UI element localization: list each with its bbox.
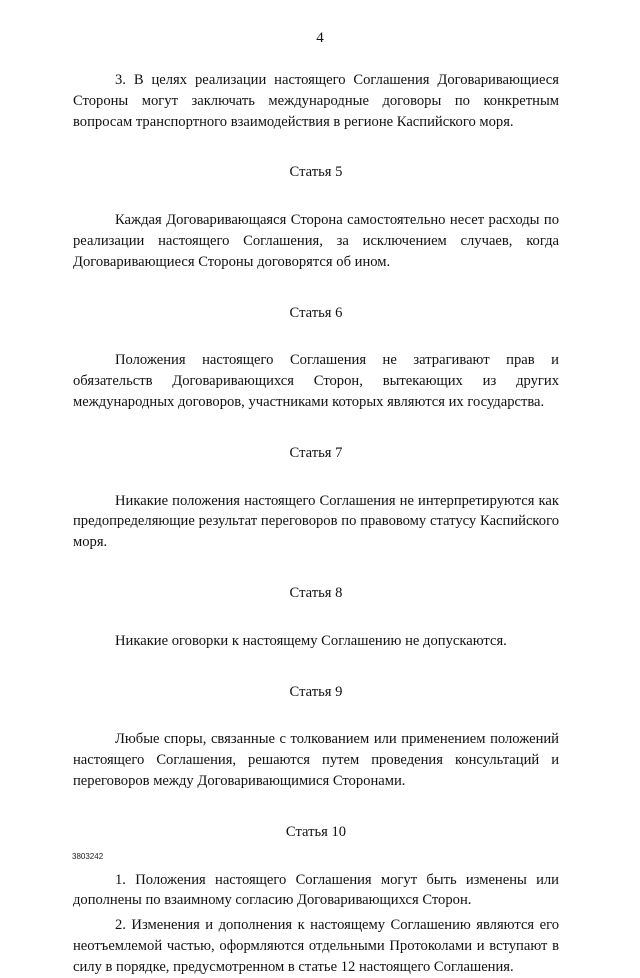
article-8-heading: Статья 8: [289, 584, 343, 601]
paragraph-article10-item2: 2. Изменения и дополнения к настоящему Соглашению являются его неотъемлемой частью, оформляются отдельными Протоколами и вступают в силу в порядке, предусмотренном в статье 12 настоящего Соглашения.: [73, 917, 559, 975]
article-10-heading: Статья 10: [285, 823, 347, 840]
paragraph-article5: Каждая Договаривающаяся Сторона самостоятельно несет расходы по реализации настоящего Соглашения, за исключением случаев, когда Договаривающиеся Стороны договорятся об ином.: [73, 212, 559, 270]
paragraph-article4-item3: 3. В целях реализации настоящего Соглашения Договаривающиеся Стороны могут заключать международные договоры по конкретным вопросам транспортного взаимодействия в регионе Каспийского моря.: [73, 72, 559, 130]
paragraph-article9: Любые споры, связанные с толкованием или применением положений настоящего Соглашения, решаются путем проведения консультаций и переговоров между Договаривающимися Сторонами.: [73, 731, 559, 789]
article-7-heading: Статья 7: [289, 444, 343, 461]
paragraph-article6: Положения настоящего Соглашения не затрагивают прав и обязательств Договаривающихся Сторон, вытекающих из других международных договоров, участниками которых являются их государства.: [73, 352, 559, 410]
paragraph-article10-item1: 1. Положения настоящего Соглашения могут быть изменены или дополнены по взаимному согласию Договаривающихся Сторон.: [73, 871, 559, 909]
article-6-heading: Статья 6: [289, 304, 343, 321]
article-9-heading: Статья 9: [289, 683, 343, 700]
paragraph-article8: Никакие оговорки к настоящему Соглашению не допускаются.: [115, 632, 507, 649]
document-body: [73, 70, 559, 978]
document-code: 3803242: [72, 852, 104, 861]
paragraph-article7: Никакие положения настоящего Соглашения не интерпретируются как предопределяющие результат переговоров по правовому статусу Каспийского моря.: [73, 492, 559, 551]
page-number: 4: [316, 30, 324, 46]
article-5-heading: Статья 5: [289, 164, 343, 181]
